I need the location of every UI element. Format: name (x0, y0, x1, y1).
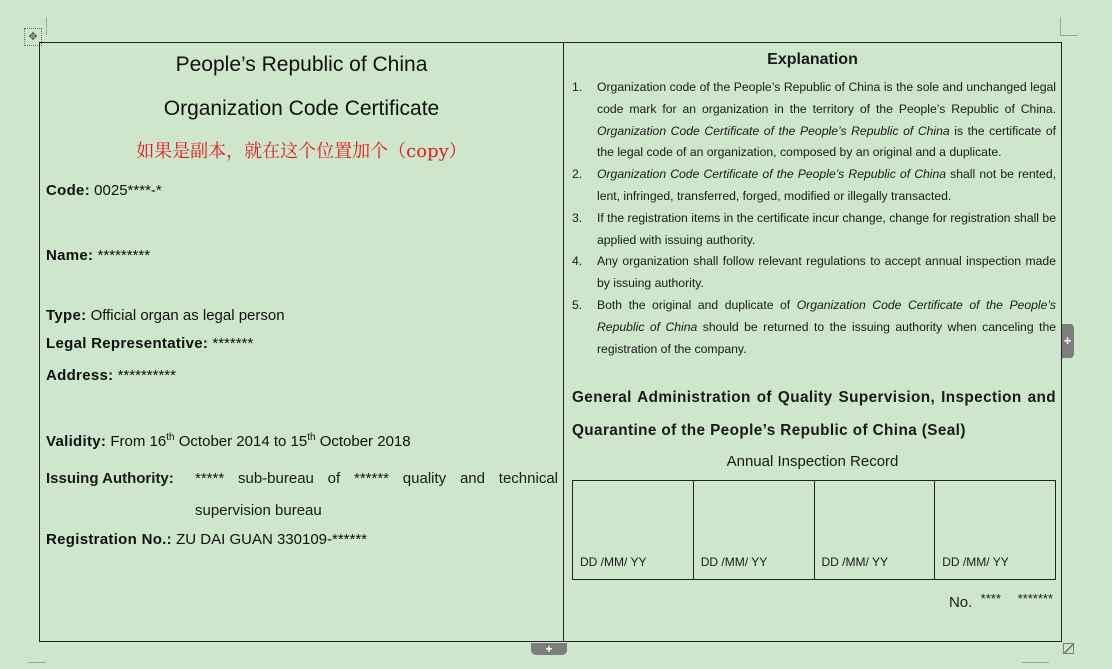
explanation-text (597, 295, 1056, 360)
validity-field (46, 432, 411, 450)
validity-end: October 2018 (315, 433, 411, 450)
inspection-cell[interactable] (815, 481, 936, 579)
issuing-authority-value: ***** sub-bureau of ****** quality and technical supervision bureau (195, 470, 558, 519)
margin-corner-mark (1022, 662, 1049, 663)
explanation-text-plain: If the registration items in the certificate incur change, change for registration shall be applied with issuing authority. (597, 210, 1056, 247)
explanation-text-plain: is the certificate of the legal code of an organization, composed by an original and a duplicate. (597, 123, 1056, 160)
number-label: No. (948, 594, 973, 611)
inspection-date: DD /MM/ YY (821, 555, 888, 569)
validity-from: From 16 (110, 433, 167, 450)
explanation-text-plain: should be returned to the issuing authority when canceling the registration of the company. (597, 319, 1056, 356)
add-row-button[interactable]: + (531, 643, 567, 655)
name-label: Name: (46, 247, 94, 264)
explanation-text (597, 77, 1056, 164)
explanation-item (572, 251, 1056, 295)
authority-seal-text: General Administration of Quality Supervision, Inspection and Quarantine of the People’s Republic of China (Seal) (572, 389, 1056, 439)
legal-representative-label: Legal Representative: (46, 335, 209, 352)
table-resize-handle[interactable] (1063, 643, 1074, 654)
explanation-text-italic: Organization Code Certificate of the People’s Republic of China (597, 123, 950, 138)
explanation-title: Explanation (767, 51, 858, 68)
explanation-text (597, 208, 1056, 252)
margin-corner-mark (28, 662, 46, 663)
explanation-text-italic: Organization Code Certificate of the People’s Republic of China (597, 297, 1056, 334)
explanation-number: 1. (572, 80, 583, 94)
explanation-text-plain: Any organization shall follow relevant regulations to accept annual inspection made by issuing authority. (597, 254, 1056, 291)
validity-from-suffix: th (166, 432, 175, 443)
certificate-title: People’s Republic of China (175, 53, 428, 76)
explanation-text-plain: shall not be rented, lent, infringed, transferred, forged, modified or illegally transacted. (597, 167, 1056, 203)
margin-corner-mark (1060, 35, 1078, 36)
explanation-cell[interactable] (564, 43, 1061, 641)
validity-middle: October 2014 to 15 (174, 433, 308, 450)
type-field (46, 307, 285, 324)
explanation-number: 5. (572, 297, 583, 312)
inspection-record-grid (572, 480, 1056, 580)
registration-value: ZU DAI GUAN 330109-****** (176, 531, 368, 548)
type-label: Type: (46, 307, 87, 324)
inspection-date: DD /MM/ YY (580, 555, 647, 569)
name-field (46, 247, 150, 264)
explanation-text (597, 164, 1056, 208)
legal-representative-value: ******* (212, 335, 254, 352)
validity-label: Validity: (46, 433, 107, 450)
issuing-authority-label: Issuing Authority: (46, 470, 174, 487)
code-field (46, 182, 162, 199)
explanation-text-plain: Organization code of the People’s Republic of China is the sole and unchanged legal code mark for an organization in the territory of the People’s Republic of China. (597, 80, 1056, 116)
explanation-number: 4. (572, 254, 583, 269)
add-column-button[interactable]: + (1061, 324, 1074, 358)
validity-to-suffix: th (307, 432, 316, 443)
copy-note: 如果是副本，就在这个位置加个（copy） (136, 141, 467, 162)
registration-field (46, 531, 367, 548)
explanation-number: 3. (572, 210, 583, 225)
explanation-text-italic: Organization Code Certificate of the People’s Republic of China (597, 167, 947, 182)
type-value: Official organ as legal person (90, 307, 285, 324)
explanation-text (597, 251, 1056, 295)
code-label: Code: (46, 182, 90, 199)
certificate-front-cell[interactable] (40, 43, 564, 641)
certificate-table[interactable] (39, 42, 1062, 642)
address-field (46, 367, 176, 384)
move-arrows-icon[interactable]: ✥ (24, 28, 42, 46)
explanation-item (572, 295, 1056, 360)
number-part-1: **** (980, 591, 1001, 606)
address-label: Address: (46, 367, 114, 384)
explanation-text-plain: Both the original and duplicate of (597, 297, 797, 312)
certificate-number (949, 591, 1053, 611)
number-part-2: ******* (1017, 591, 1053, 606)
code-value: 0025****-* (94, 182, 162, 199)
inspection-date: DD /MM/ YY (942, 555, 1009, 569)
margin-corner-mark (46, 17, 47, 35)
address-value: ********** (117, 367, 176, 384)
explanation-item (572, 164, 1056, 208)
name-value: ********* (97, 247, 151, 264)
inspection-cell[interactable] (573, 481, 694, 579)
inspection-date: DD /MM/ YY (700, 555, 768, 569)
inspection-cell[interactable] (935, 481, 1055, 579)
registration-label: Registration No.: (46, 531, 172, 548)
explanation-list (572, 77, 1056, 360)
legal-representative-field (46, 335, 253, 352)
explanation-item (572, 77, 1056, 164)
inspection-title: Annual Inspection Record (726, 453, 899, 470)
explanation-item (572, 208, 1056, 252)
inspection-cell[interactable] (694, 481, 815, 579)
margin-corner-mark (1060, 17, 1061, 35)
issuing-authority-field (46, 463, 558, 527)
explanation-number: 2. (572, 167, 583, 182)
certificate-subtitle: Organization Code Certificate (163, 97, 440, 120)
